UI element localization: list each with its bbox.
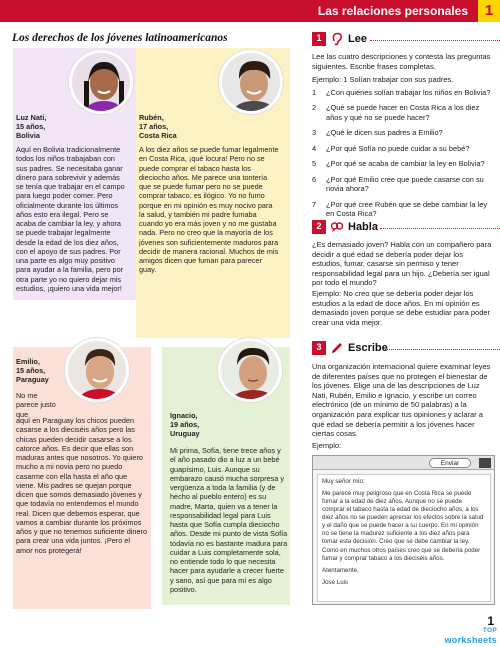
unit-number: 1 bbox=[478, 0, 500, 22]
ear-icon bbox=[330, 32, 344, 46]
section-number: 2 bbox=[312, 220, 326, 234]
chapter-title: Las relaciones personales bbox=[317, 4, 468, 18]
question-item bbox=[312, 88, 495, 97]
escribe-text: Una organización internacional quiere examinar leyes de diferentes países que no protegen el bienestar de los jóvenes. Elige una de las descripciones de Luz Nati, Rubén, Emilio e Ignacio, y escribe un correo electrónico (de un mínimo de 50 palabras) a la organización para explicar tus opiniones y aclarar a qué edad se debería permitir a los jóvenes hacer ciertas cosas. bbox=[312, 362, 491, 439]
section-number: 1 bbox=[312, 32, 326, 46]
lee-example: Ejemplo: 1 Solían trabajar con sus padres. bbox=[312, 75, 454, 84]
card-name-emilio: Emilio, 15 años, Paraguay bbox=[16, 357, 49, 384]
question-text: ¿Qué se puede hacer en Costa Rica a los diez años y qué no se puede hacer? bbox=[326, 103, 480, 122]
section-title: Lee bbox=[348, 32, 367, 45]
card-name-ruben: Rubén, 17 años, Costa Rica bbox=[139, 113, 177, 140]
section-title: Habla bbox=[348, 220, 378, 233]
card-name-ignacio: Ignacio, 19 años, Uruguay bbox=[170, 411, 200, 438]
portrait-ruben bbox=[219, 50, 283, 114]
send-button[interactable]: Enviar bbox=[429, 458, 471, 468]
question-text: ¿Por qué Sofía no puede cuidar a su bebé? bbox=[326, 143, 470, 153]
question-text: ¿Por qué Emilio cree que puede casarse con su novia ahora? bbox=[326, 174, 484, 194]
question-number: 1 bbox=[312, 88, 317, 97]
question-text: ¿Por qué cree Rubén que se debe cambiar la ley en Costa Rica? bbox=[326, 199, 488, 219]
question-number: 5 bbox=[312, 159, 317, 169]
question-number: 4 bbox=[312, 143, 317, 153]
email-signature: José Luis bbox=[322, 578, 349, 586]
section-title: Escribe bbox=[348, 341, 388, 354]
portrait-ignacio bbox=[218, 338, 282, 402]
card-text-luz-nati: Aquí en Bolivia tradicionalmente todos los niños trabajaban con sus padres. Se necesitaba ganar dinero para sobrevivir y además se tenía que trabajar en el campo para luego poder comer. Pero oficialmente durante los últimos años esto era ilegal. Pero se acaba de cambiar la ley, y ahora se puede trabajar legalmente desde la edad de los diez años, con el apoyo de sus padres. Por una parte es algo muy positivo para ayudar a la familia, pero por otra parte yo no quiero dejar mis estudios, ¡quiero una vida mejor! bbox=[16, 145, 125, 293]
pencil-icon bbox=[330, 341, 344, 355]
lee-instructions: Lee las cuatro descripciones y contesta las preguntas siguientes. Escribe frases completas. bbox=[312, 52, 491, 71]
section-escribe-header bbox=[312, 340, 388, 356]
page-title: Los derechos de los jóvenes latinoamericanos bbox=[12, 32, 228, 44]
dotted-divider bbox=[370, 40, 500, 41]
email-closing: Atentamente, bbox=[322, 566, 359, 574]
habla-text: ¿Es demasiado joven? Habla con un compañero para decidir a qué edad se debería poder dejar los estudios, fumar, casarse sin permiso y tener responsabilidad legal para un hijo. ¿Debería ser igual por todo el mundo? bbox=[312, 240, 492, 288]
watermark-logo bbox=[444, 628, 497, 646]
section-habla-header bbox=[312, 219, 378, 235]
question-item bbox=[312, 144, 495, 153]
email-toolbar bbox=[313, 456, 494, 470]
question-number: 2 bbox=[312, 103, 317, 113]
window-control-icon bbox=[479, 458, 491, 468]
question-text: ¿Qué le dicen sus padres a Emilio? bbox=[326, 128, 443, 138]
question-item bbox=[312, 200, 495, 219]
question-item bbox=[312, 159, 495, 168]
question-text: ¿Con quiénes solían trabajar los niños en Bolivia? bbox=[326, 88, 491, 97]
email-body[interactable] bbox=[317, 474, 491, 602]
page-number: 1 bbox=[487, 614, 494, 628]
section-lee-header bbox=[312, 31, 367, 47]
card-lead-emilio: No me parece justo que bbox=[16, 391, 56, 419]
question-item bbox=[312, 175, 495, 194]
question-number: 3 bbox=[312, 128, 317, 138]
habla-example: Ejemplo: No creo que se debería poder dejar los estudios a la edad de doce años. En mi opinión es demasiado joven porque se debe estudiar para poder crear una vida mejor. bbox=[312, 289, 491, 327]
speech-bubble-icon bbox=[330, 220, 344, 234]
question-item bbox=[312, 103, 495, 122]
card-text-emilio: aquí en Paraguay los chicos pueden casarse a los dieciséis años pero las chicas pueden decidir casarse a los catorce años. Es decir que ellas son maduras antes que nosotros. Yo quiero mucho a mi novia pero no puedo casarme con ella hasta el año que viene. Mis padres se quejan porque dicen que somos demasiado jóvenes y que todavía no entendemos el mundo real. Dicen que debemos esperar, que vamos a cambiar durante los próximos años y que no tenemos suficiente dinero para crear una vida juntos. ¡Pero el amor nos protegerá! bbox=[16, 416, 148, 555]
watermark-top: TOP bbox=[482, 627, 497, 634]
watermark-main: worksheets bbox=[444, 634, 497, 645]
section-number: 3 bbox=[312, 341, 326, 355]
email-text: Me parece muy peligroso que en Costa Rica se puede fumar a la edad de diez años. Aunque no se puede comprar el tabaco hasta la edad de dieciocho años, a los diez años no se pueden apreciar los efectos sobre la salud y el daño que se puede hacer a su cuerpo. En mi opinión no se tiene la madurez suficiente a los diez años para tomar esta decisión. Creo que se debe cambiar la ley. Como en muchos otros países creo que se debería poder fumar y comprar tabaco a los dieciséis años. bbox=[322, 490, 484, 562]
header-bar bbox=[0, 0, 500, 22]
email-mockup bbox=[312, 455, 495, 605]
question-item bbox=[312, 128, 495, 137]
dotted-divider bbox=[385, 349, 500, 350]
card-text-ruben: A los diez años se puede fumar legalmente en Costa Rica, ¡qué locura! Pero no se puede comprar el tabaco hasta los dieciocho años. Me parece una tontería que se puede fumar pero no se puede comprar tabaco, es ilógico. Yo no fumo porque en mi opinión es muy nocivo para la salud, y también mi padre fumaba cuando yo era más joven y no me gustaba nada. Pero no creo que la mayoría de los jóvenes son suficientemente maduros para decidir de manera racional. Muchos de mis amigos dicen que fuman para parecer guay. bbox=[139, 145, 279, 275]
email-greeting: Muy señor mío: bbox=[322, 478, 365, 485]
dotted-divider bbox=[380, 228, 500, 229]
question-number: 6 bbox=[312, 174, 317, 184]
question-number: 7 bbox=[312, 199, 317, 209]
portrait-luz-nati bbox=[69, 50, 133, 114]
card-text-ignacio: Mi prima, Sofía, tiene trece años y el año pasado dio a luz a un bebé guapísimo, Luis. Aunque su embarazo causó mucha sorpresa y vergüenza a toda la familia (y de hecho al pueblo entero) es su madre, Marta, quien va a tener la responsabilidad legal para Luis hasta que Sofía cumpla dieciocho años. Desde mi punto de vista Sofía todavía no es bastante madura para cuidar a Luis completamente sola, no entiende todo lo que necesita hacer para ayudarle a crecer fuerte y sano, así que para mí es algo positivo. bbox=[170, 446, 288, 594]
question-text: ¿Por qué se acaba de cambiar la ley en Bolivia? bbox=[326, 159, 485, 169]
escribe-example-label: Ejemplo: bbox=[312, 441, 342, 450]
card-name-luz-nati: Luz Nati, 15 años, Bolivia bbox=[16, 113, 47, 140]
question-list bbox=[312, 88, 495, 225]
